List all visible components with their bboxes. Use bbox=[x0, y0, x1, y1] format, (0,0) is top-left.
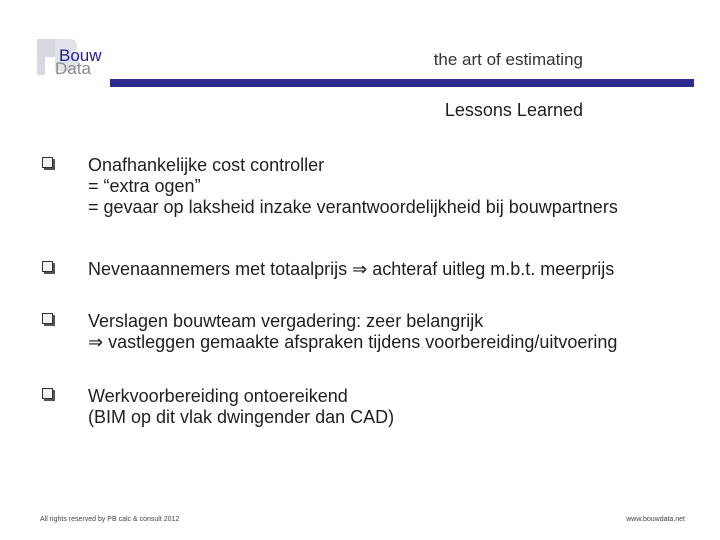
header-bar bbox=[110, 79, 694, 87]
bullet-line: Nevenaannemers met totaalprijs ⇒ achteraf uitleg m.b.t. meerprijs bbox=[88, 259, 615, 279]
tagline: the art of estimating bbox=[433, 50, 583, 69]
logo-text-data: Data bbox=[55, 59, 91, 78]
checkbox-bullet-icon bbox=[42, 157, 53, 168]
logo-text-bouw: Bouw bbox=[59, 46, 102, 65]
logo bbox=[33, 35, 113, 80]
bullet-line: (BIM op dit vlak dwingender dan CAD) bbox=[88, 407, 395, 427]
slide-title: Lessons Learned bbox=[444, 100, 583, 120]
bullet-text bbox=[88, 155, 618, 218]
bullet-text bbox=[88, 259, 614, 280]
bullet-line: = gevaar op laksheid inzake verantwoordelijkheid bij bouwpartners bbox=[88, 197, 618, 217]
bullet-text bbox=[88, 386, 394, 428]
footer-copyright: All rights reserved by PB calc & consult 2012 bbox=[40, 516, 180, 523]
bullet-line: ⇒ vastleggen gemaakte afspraken tijdens voorbereiding/uitvoering bbox=[88, 332, 618, 352]
bullet-text bbox=[88, 311, 617, 353]
bullet-line: Verslagen bouwteam vergadering: zeer belangrijk bbox=[88, 311, 484, 331]
checkbox-bullet-icon bbox=[42, 313, 53, 324]
footer-website: www.bouwdata.net bbox=[626, 516, 685, 523]
bullet-line: = “extra ogen” bbox=[88, 176, 201, 196]
checkbox-bullet-icon bbox=[42, 261, 53, 272]
bullet-line: Onafhankelijke cost controller bbox=[88, 155, 325, 175]
checkbox-bullet-icon bbox=[42, 388, 53, 399]
bullet-line: Werkvoorbereiding ontoereikend bbox=[88, 386, 348, 406]
